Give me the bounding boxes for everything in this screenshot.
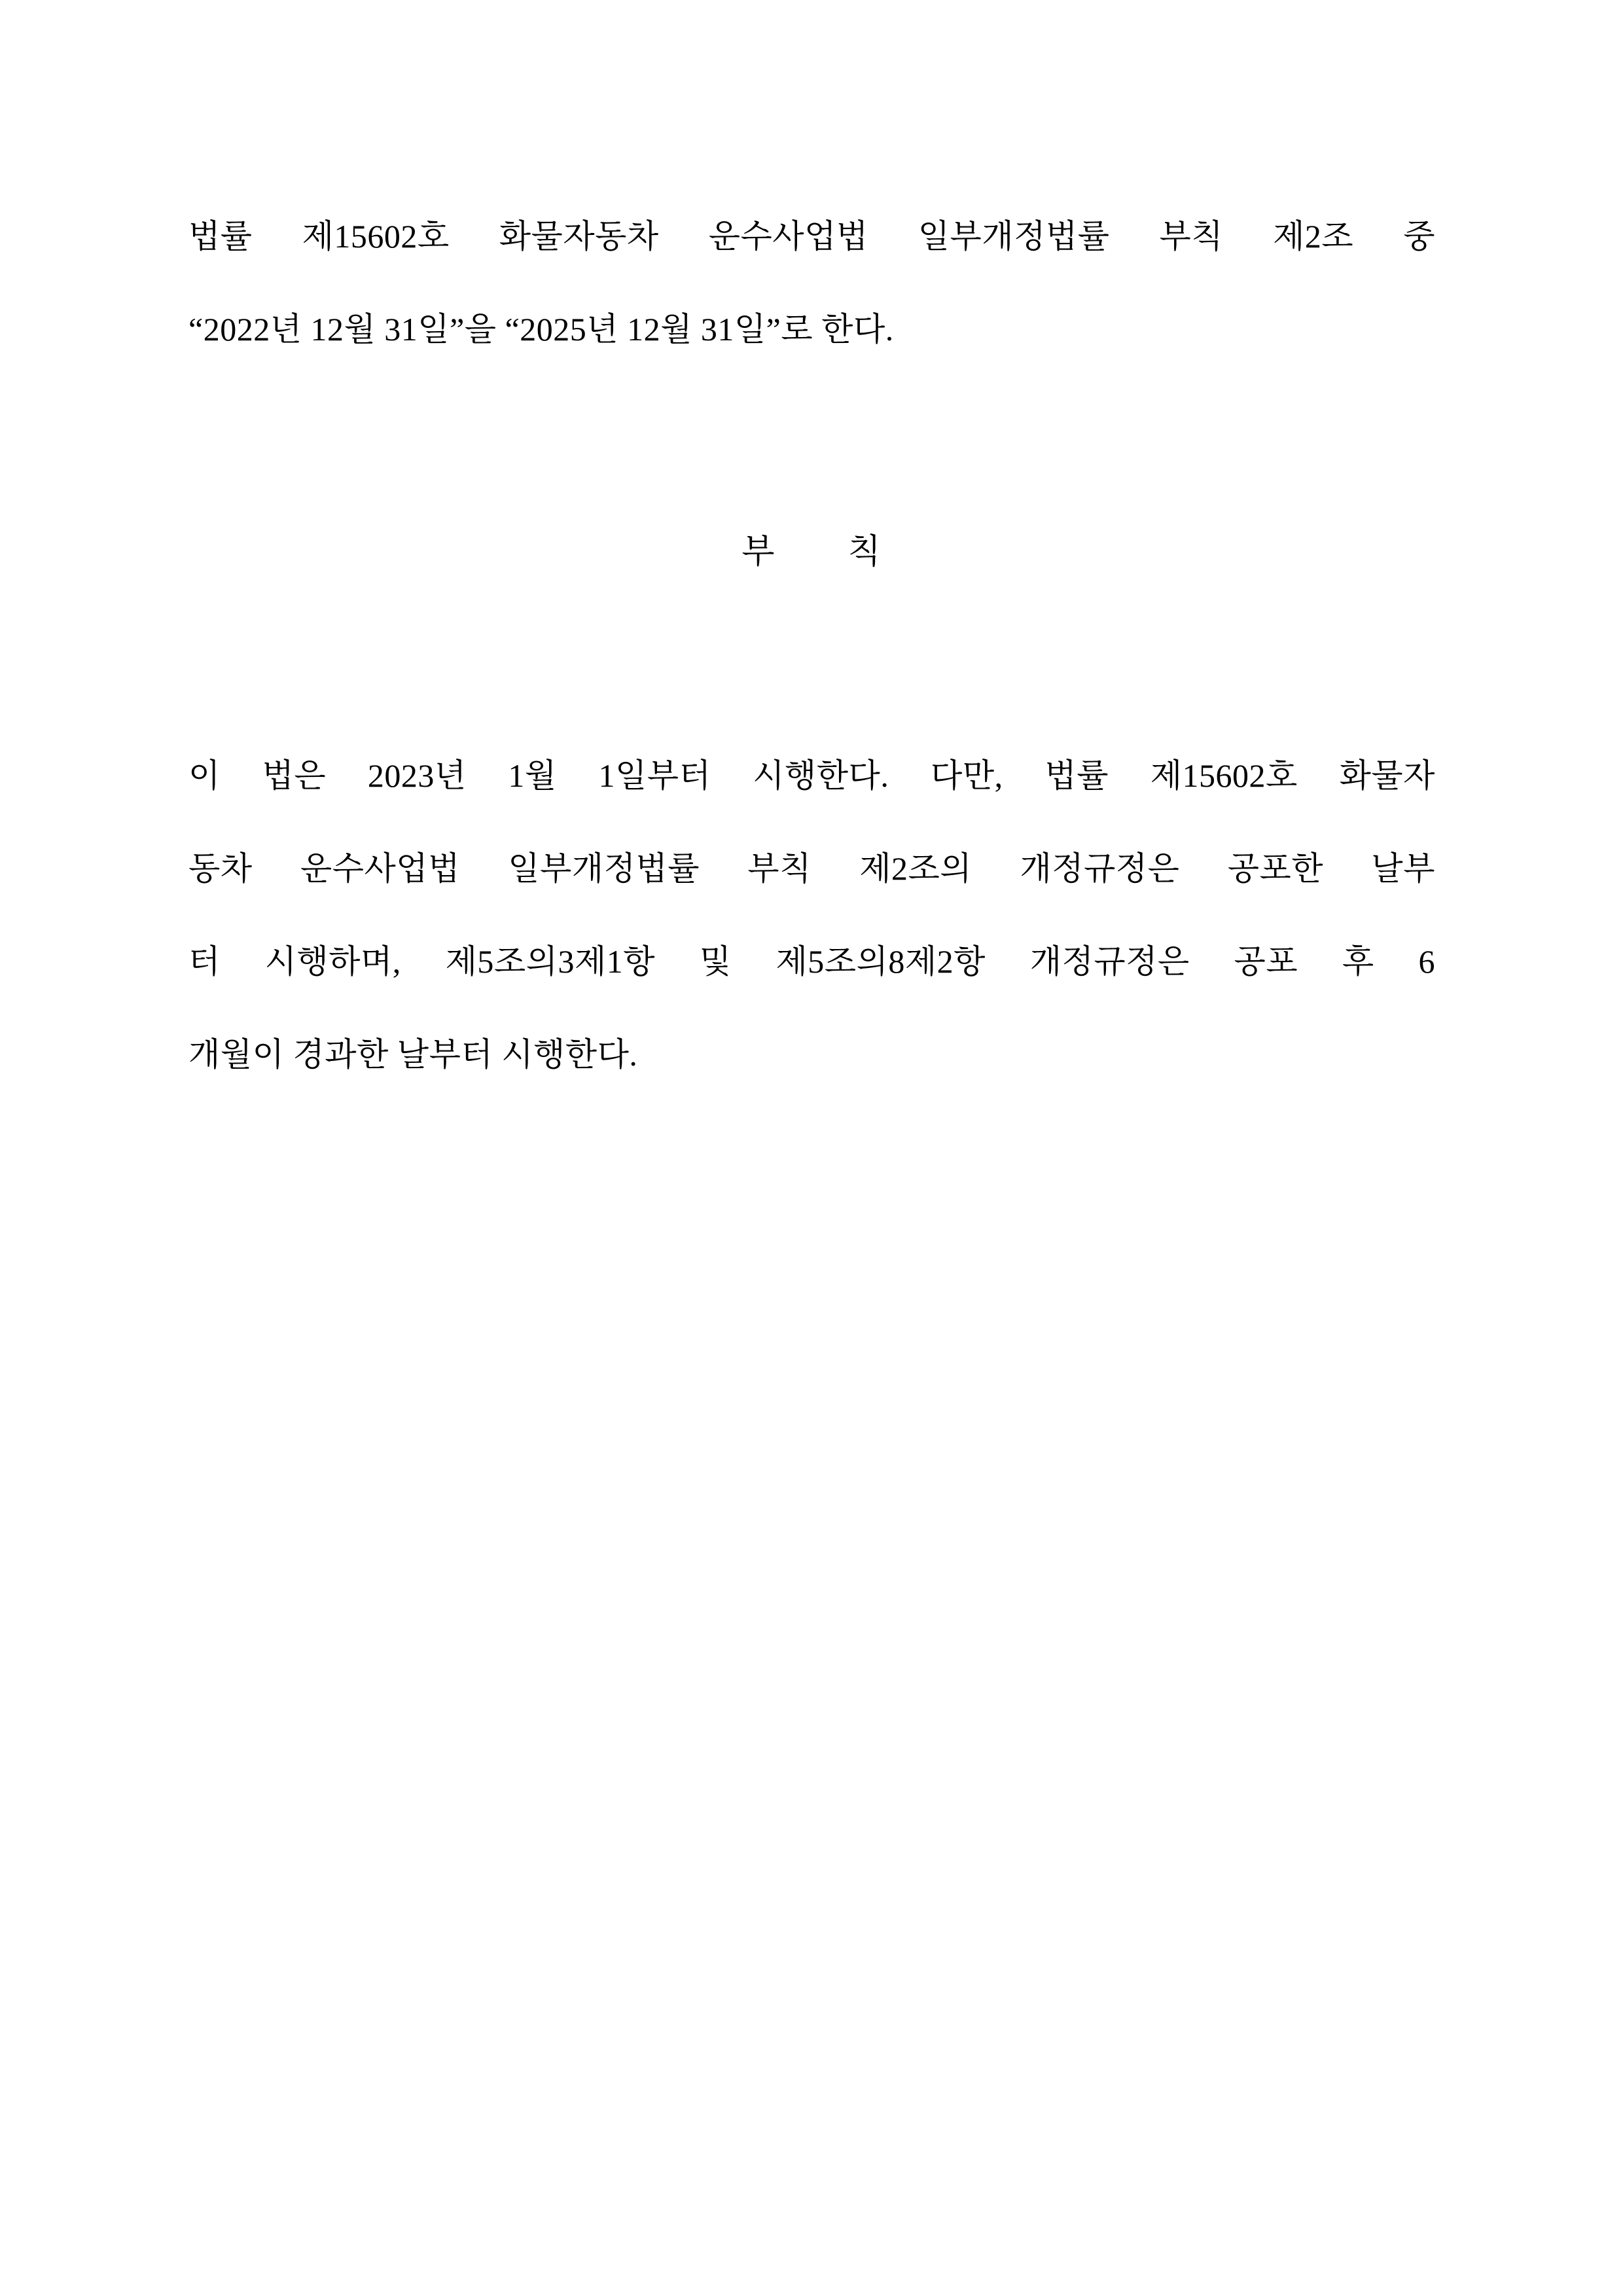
paragraph-amendment-line-1: 법률 제15602호 화물자동차 운수사업법 일부개정법률 부칙 제2조 중 xyxy=(188,218,1435,255)
paragraph-amendment xyxy=(188,190,1435,376)
paragraph-enforcement-line-2: 동차 운수사업법 일부개정법률 부칙 제2조의 개정규정은 공포한 날부 xyxy=(188,850,1435,887)
heading-char-left: 부 xyxy=(741,533,776,571)
paragraph-enforcement-line-1: 이 법은 2023년 1월 1일부터 시행한다. 다만, 법률 제15602호 화물자 xyxy=(188,757,1435,794)
paragraph-amendment-line-2: “2022년 12월 31일”을 “2025년 12월 31일”로 한다. xyxy=(188,311,894,348)
spacer-after-heading xyxy=(188,598,1435,729)
document-body xyxy=(188,190,1435,1101)
paragraph-enforcement-line-3: 터 시행하며, 제5조의3제1항 및 제5조의8제2항 개정규정은 공포 후 6 xyxy=(188,943,1435,980)
paragraph-enforcement xyxy=(188,729,1435,1101)
section-heading-addenda xyxy=(188,507,1435,598)
heading-char-right: 칙 xyxy=(847,533,882,571)
spacer-before-heading xyxy=(188,376,1435,507)
paragraph-enforcement-line-4: 개월이 경과한 날부터 시행한다. xyxy=(188,1036,638,1073)
